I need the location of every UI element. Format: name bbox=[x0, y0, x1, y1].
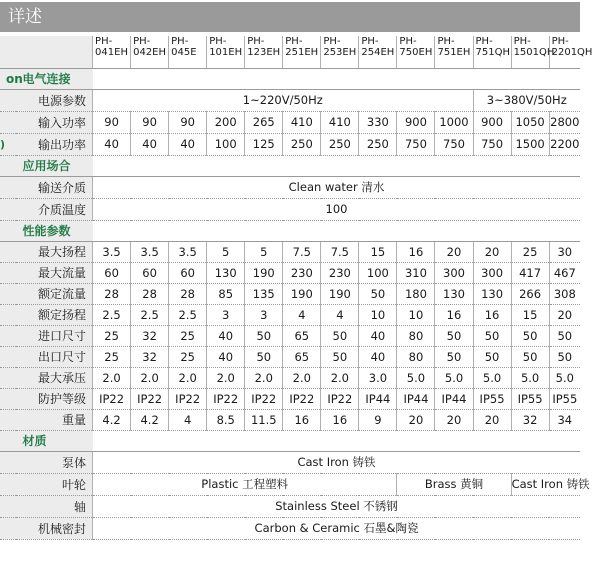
span-value-cell: Cast Iron 铸铁 bbox=[511, 473, 580, 495]
value-cell: 34 bbox=[549, 409, 580, 430]
model-name bbox=[169, 36, 207, 68]
spec-row bbox=[0, 473, 580, 495]
row-lead-fragment bbox=[0, 111, 16, 133]
row-lead-fragment: ) bbox=[0, 133, 16, 155]
value-cell: 900 bbox=[397, 111, 435, 133]
spec-row bbox=[0, 517, 580, 539]
model-name bbox=[473, 36, 511, 68]
model-name bbox=[549, 36, 593, 68]
page-title: 详述 bbox=[0, 2, 580, 32]
spec-row bbox=[0, 367, 580, 388]
model-name bbox=[397, 36, 435, 68]
section-header bbox=[0, 430, 580, 451]
section-title: 材质 bbox=[16, 430, 92, 451]
spec-row bbox=[0, 176, 580, 198]
value-cell: 10 bbox=[359, 304, 397, 325]
value-cell: IP44 bbox=[397, 388, 435, 409]
model-suffix: 253EH bbox=[323, 47, 357, 58]
spec-row bbox=[0, 111, 580, 133]
value-cell: 90 bbox=[93, 111, 131, 133]
value-cell: 25 bbox=[169, 346, 207, 367]
value-cell: 4.2 bbox=[131, 409, 169, 430]
spec-row bbox=[0, 241, 580, 262]
row-lead-fragment bbox=[0, 388, 16, 409]
value-cell: 5.0 bbox=[511, 367, 549, 388]
value-cell: 40 bbox=[169, 133, 207, 155]
row-label: 输送介质 bbox=[16, 176, 92, 198]
value-cell: 50 bbox=[245, 325, 283, 346]
value-cell: 40 bbox=[131, 133, 169, 155]
row-lead-fragment bbox=[0, 409, 16, 430]
value-cell: 60 bbox=[131, 262, 169, 283]
section-header bbox=[0, 155, 580, 176]
spec-row bbox=[0, 304, 580, 325]
row-lead-fragment bbox=[0, 304, 16, 325]
row-label: 机械密封 bbox=[16, 517, 92, 539]
value-cell: 16 bbox=[473, 304, 511, 325]
value-cell: 417 bbox=[511, 262, 549, 283]
section-title: 电气连接 bbox=[16, 68, 92, 89]
value-cell: IP22 bbox=[131, 388, 169, 409]
model-prefix: PH- bbox=[551, 36, 569, 47]
row-label: 电源参数 bbox=[16, 89, 92, 111]
value-cell: 7.5 bbox=[321, 241, 359, 262]
value-cell: 266 bbox=[511, 283, 549, 304]
value-cell: 50 bbox=[549, 325, 580, 346]
value-cell: 30 bbox=[549, 241, 580, 262]
model-name bbox=[359, 36, 397, 68]
value-cell: 2200 bbox=[549, 133, 580, 155]
row-label: 出口尺寸 bbox=[16, 346, 92, 367]
value-cell: 50 bbox=[511, 346, 549, 367]
value-cell: 3 bbox=[245, 304, 283, 325]
span-value-cell: 1~220V/50Hz bbox=[93, 89, 473, 111]
value-cell: 3.5 bbox=[131, 241, 169, 262]
section-fill bbox=[93, 68, 580, 89]
value-cell: 265 bbox=[245, 111, 283, 133]
value-cell: 5 bbox=[245, 241, 283, 262]
value-cell: 40 bbox=[93, 133, 131, 155]
row-lead-fragment bbox=[0, 367, 16, 388]
value-cell: 25 bbox=[93, 346, 131, 367]
value-cell: 190 bbox=[283, 283, 321, 304]
section-fill bbox=[93, 155, 580, 176]
value-cell: 16 bbox=[397, 241, 435, 262]
value-cell: 5.0 bbox=[549, 367, 580, 388]
row-label: 重量 bbox=[16, 409, 92, 430]
model-prefix: PH- bbox=[437, 36, 455, 47]
value-cell: 750 bbox=[473, 133, 511, 155]
model-suffix: 1501QH bbox=[513, 47, 555, 58]
section-title: 性能参数 bbox=[16, 220, 92, 241]
model-prefix: PH- bbox=[399, 36, 417, 47]
row-lead-fragment bbox=[0, 283, 16, 304]
value-cell: 15 bbox=[359, 241, 397, 262]
value-cell: 5 bbox=[207, 241, 245, 262]
value-cell: 50 bbox=[549, 346, 580, 367]
section-header bbox=[0, 220, 580, 241]
value-cell: 7.5 bbox=[283, 241, 321, 262]
row-lead-fragment: on bbox=[0, 68, 16, 89]
spec-row bbox=[0, 495, 580, 517]
value-cell: 8.5 bbox=[207, 409, 245, 430]
model-prefix: PH- bbox=[285, 36, 303, 47]
value-cell: 310 bbox=[397, 262, 435, 283]
value-cell: 410 bbox=[283, 111, 321, 133]
span-value-cell: Clean water 清水 bbox=[93, 176, 580, 198]
value-cell: 16 bbox=[435, 304, 473, 325]
section-fill bbox=[93, 430, 580, 451]
value-cell: 3 bbox=[207, 304, 245, 325]
value-cell: 308 bbox=[549, 283, 580, 304]
value-cell: 230 bbox=[283, 262, 321, 283]
model-name bbox=[283, 36, 321, 68]
value-cell: 250 bbox=[321, 133, 359, 155]
value-cell: 100 bbox=[359, 262, 397, 283]
value-cell: 2.0 bbox=[131, 367, 169, 388]
value-cell: 2.5 bbox=[131, 304, 169, 325]
model-prefix: PH- bbox=[209, 36, 227, 47]
value-cell: 2.0 bbox=[321, 367, 359, 388]
row-label: 最大扬程 bbox=[16, 241, 92, 262]
row-lead-fragment bbox=[0, 346, 16, 367]
value-cell: 15 bbox=[511, 304, 549, 325]
row-label: 额定扬程 bbox=[16, 304, 92, 325]
value-cell: 5.0 bbox=[397, 367, 435, 388]
value-cell: 5.0 bbox=[435, 367, 473, 388]
value-cell: IP22 bbox=[93, 388, 131, 409]
value-cell: 300 bbox=[473, 262, 511, 283]
section-fill bbox=[93, 220, 580, 241]
row-label: 叶轮 bbox=[16, 473, 92, 495]
model-name bbox=[207, 36, 245, 68]
span-value-cell: Plastic 工程塑料 bbox=[93, 473, 397, 495]
spec-row bbox=[0, 89, 580, 111]
model-name bbox=[321, 36, 359, 68]
value-cell: 28 bbox=[131, 283, 169, 304]
value-cell: 1000 bbox=[435, 111, 473, 133]
value-cell: 1050 bbox=[511, 111, 549, 133]
value-cell: 32 bbox=[131, 346, 169, 367]
spec-row bbox=[0, 388, 580, 409]
value-cell: 20 bbox=[397, 409, 435, 430]
value-cell: 250 bbox=[359, 133, 397, 155]
value-cell: 20 bbox=[549, 304, 580, 325]
row-lead-fragment bbox=[0, 241, 16, 262]
row-label: 最大流量 bbox=[16, 262, 92, 283]
value-cell: 9 bbox=[359, 409, 397, 430]
model-prefix: PH- bbox=[323, 36, 341, 47]
value-cell: 750 bbox=[435, 133, 473, 155]
value-cell: IP22 bbox=[283, 388, 321, 409]
value-cell: 100 bbox=[207, 133, 245, 155]
value-cell: 2.0 bbox=[245, 367, 283, 388]
model-prefix: PH- bbox=[361, 36, 379, 47]
value-cell: 130 bbox=[435, 283, 473, 304]
model-suffix: 123EH bbox=[247, 47, 281, 58]
value-cell: IP22 bbox=[245, 388, 283, 409]
value-cell: 250 bbox=[283, 133, 321, 155]
model-name bbox=[245, 36, 283, 68]
value-cell: 5.0 bbox=[473, 367, 511, 388]
value-cell: 50 bbox=[473, 346, 511, 367]
value-cell: 90 bbox=[169, 111, 207, 133]
model-prefix: PH- bbox=[133, 36, 151, 47]
row-label: 介质温度 bbox=[16, 198, 92, 220]
value-cell: 11.5 bbox=[245, 409, 283, 430]
spec-table bbox=[0, 36, 593, 540]
value-cell: 40 bbox=[359, 325, 397, 346]
value-cell: 2.0 bbox=[169, 367, 207, 388]
row-label: 进口尺寸 bbox=[16, 325, 92, 346]
model-suffix: 045E bbox=[171, 47, 197, 58]
span-value-cell: Carbon & Ceramic 石墨&陶瓷 bbox=[93, 517, 580, 539]
value-cell: 16 bbox=[283, 409, 321, 430]
value-cell: 1500 bbox=[511, 133, 549, 155]
row-lead-fragment bbox=[0, 451, 16, 473]
value-cell: 190 bbox=[245, 262, 283, 283]
model-prefix: PH- bbox=[171, 36, 189, 47]
value-cell: 20 bbox=[435, 241, 473, 262]
row-label: 输入功率 bbox=[16, 111, 92, 133]
spec-row bbox=[0, 325, 580, 346]
value-cell: 28 bbox=[93, 283, 131, 304]
section-header bbox=[0, 68, 580, 89]
model-suffix: 751QH bbox=[475, 47, 510, 58]
value-cell: 32 bbox=[131, 325, 169, 346]
value-cell: 65 bbox=[283, 346, 321, 367]
value-cell: 3.5 bbox=[169, 241, 207, 262]
value-cell: 60 bbox=[169, 262, 207, 283]
model-name bbox=[511, 36, 555, 68]
value-cell: 50 bbox=[321, 325, 359, 346]
value-cell: 3.5 bbox=[93, 241, 131, 262]
value-cell: 16 bbox=[321, 409, 359, 430]
row-lead-fragment bbox=[0, 325, 16, 346]
row-label: 泵体 bbox=[16, 451, 92, 473]
value-cell: 200 bbox=[207, 111, 245, 133]
value-cell: 85 bbox=[207, 283, 245, 304]
row-lead-fragment bbox=[0, 176, 16, 198]
row-label: 防护等级 bbox=[16, 388, 92, 409]
value-cell: 25 bbox=[511, 241, 549, 262]
model-prefix: PH- bbox=[247, 36, 265, 47]
value-cell: 40 bbox=[207, 346, 245, 367]
model-name bbox=[435, 36, 473, 68]
value-cell: 50 bbox=[321, 346, 359, 367]
spec-row bbox=[0, 133, 580, 155]
value-cell: 2.0 bbox=[93, 367, 131, 388]
value-cell: 135 bbox=[245, 283, 283, 304]
value-cell: 20 bbox=[473, 241, 511, 262]
spec-row bbox=[0, 346, 580, 367]
value-cell: 410 bbox=[321, 111, 359, 133]
spec-row bbox=[0, 262, 580, 283]
model-suffix: 041EH bbox=[95, 47, 128, 58]
value-cell: 65 bbox=[283, 325, 321, 346]
value-cell: 10 bbox=[397, 304, 435, 325]
row-lead-fragment bbox=[0, 155, 16, 176]
value-cell: 32 bbox=[511, 409, 549, 430]
value-cell: IP55 bbox=[473, 388, 511, 409]
spec-row bbox=[0, 283, 580, 304]
value-cell: 60 bbox=[93, 262, 131, 283]
value-cell: 750 bbox=[397, 133, 435, 155]
value-cell: 300 bbox=[435, 262, 473, 283]
value-cell: 130 bbox=[207, 262, 245, 283]
value-cell: 25 bbox=[93, 325, 131, 346]
row-lead-fragment bbox=[0, 89, 16, 111]
model-prefix: PH- bbox=[475, 36, 493, 47]
value-cell: IP22 bbox=[207, 388, 245, 409]
value-cell: 50 bbox=[435, 346, 473, 367]
value-cell: 50 bbox=[245, 346, 283, 367]
model-suffix: 042EH bbox=[133, 47, 167, 58]
value-cell: 330 bbox=[359, 111, 397, 133]
span-value-cell: 3~380V/50Hz bbox=[473, 89, 580, 111]
model-prefix: PH- bbox=[513, 36, 531, 47]
value-cell: 900 bbox=[473, 111, 511, 133]
value-cell: 4 bbox=[169, 409, 207, 430]
value-cell: 50 bbox=[359, 283, 397, 304]
model-name bbox=[93, 36, 131, 68]
value-cell: 80 bbox=[397, 346, 435, 367]
value-cell: IP22 bbox=[169, 388, 207, 409]
spec-row bbox=[0, 198, 580, 220]
section-title: 应用场合 bbox=[16, 155, 92, 176]
corner-cell bbox=[0, 36, 16, 68]
model-name bbox=[131, 36, 169, 68]
value-cell: 50 bbox=[435, 325, 473, 346]
row-label: 轴 bbox=[16, 495, 92, 517]
spec-row bbox=[0, 409, 580, 430]
value-cell: 130 bbox=[473, 283, 511, 304]
model-header-row bbox=[0, 36, 580, 68]
value-cell: 4 bbox=[321, 304, 359, 325]
row-label: 最大承压 bbox=[16, 367, 92, 388]
value-cell: 2.5 bbox=[169, 304, 207, 325]
value-cell: 4 bbox=[283, 304, 321, 325]
value-cell: 90 bbox=[131, 111, 169, 133]
model-prefix: PH- bbox=[95, 36, 113, 47]
row-lead-fragment bbox=[0, 262, 16, 283]
corner-cell bbox=[16, 36, 92, 68]
value-cell: 80 bbox=[397, 325, 435, 346]
span-value-cell: 100 bbox=[93, 198, 580, 220]
row-label: 输出功率 bbox=[16, 133, 92, 155]
value-cell: 20 bbox=[435, 409, 473, 430]
value-cell: 40 bbox=[359, 346, 397, 367]
value-cell: 2.0 bbox=[207, 367, 245, 388]
value-cell: 190 bbox=[321, 283, 359, 304]
model-suffix: 254EH bbox=[361, 47, 395, 58]
row-lead-fragment bbox=[0, 495, 16, 517]
span-value-cell: Stainless Steel 不锈钢 bbox=[93, 495, 580, 517]
value-cell: 4.2 bbox=[93, 409, 131, 430]
model-suffix: 750EH bbox=[399, 47, 433, 58]
model-suffix: 751EH bbox=[437, 47, 471, 58]
row-label: 额定流量 bbox=[16, 283, 92, 304]
row-lead-fragment bbox=[0, 430, 16, 451]
value-cell: IP55 bbox=[511, 388, 549, 409]
value-cell: 25 bbox=[169, 325, 207, 346]
value-cell: 50 bbox=[511, 325, 549, 346]
row-lead-fragment bbox=[0, 473, 16, 495]
spec-row bbox=[0, 451, 580, 473]
value-cell: 2.0 bbox=[283, 367, 321, 388]
value-cell: 50 bbox=[473, 325, 511, 346]
value-cell: 2.5 bbox=[93, 304, 131, 325]
value-cell: IP44 bbox=[435, 388, 473, 409]
value-cell: 28 bbox=[169, 283, 207, 304]
model-suffix: 2201QH bbox=[551, 47, 593, 58]
model-suffix: 251EH bbox=[285, 47, 319, 58]
value-cell: 467 bbox=[549, 262, 580, 283]
value-cell: 125 bbox=[245, 133, 283, 155]
value-cell: 3.0 bbox=[359, 367, 397, 388]
model-suffix: 101EH bbox=[209, 47, 243, 58]
value-cell: 2800 bbox=[549, 111, 580, 133]
span-value-cell: Cast Iron 铸铁 bbox=[93, 451, 580, 473]
value-cell: IP44 bbox=[359, 388, 397, 409]
row-lead-fragment bbox=[0, 220, 16, 241]
value-cell: IP22 bbox=[321, 388, 359, 409]
value-cell: 230 bbox=[321, 262, 359, 283]
value-cell: 40 bbox=[207, 325, 245, 346]
value-cell: 20 bbox=[473, 409, 511, 430]
row-lead-fragment bbox=[0, 517, 16, 539]
value-cell: IP55 bbox=[549, 388, 580, 409]
row-lead-fragment bbox=[0, 198, 16, 220]
span-value-cell: Brass 黄铜 bbox=[397, 473, 511, 495]
value-cell: 180 bbox=[397, 283, 435, 304]
